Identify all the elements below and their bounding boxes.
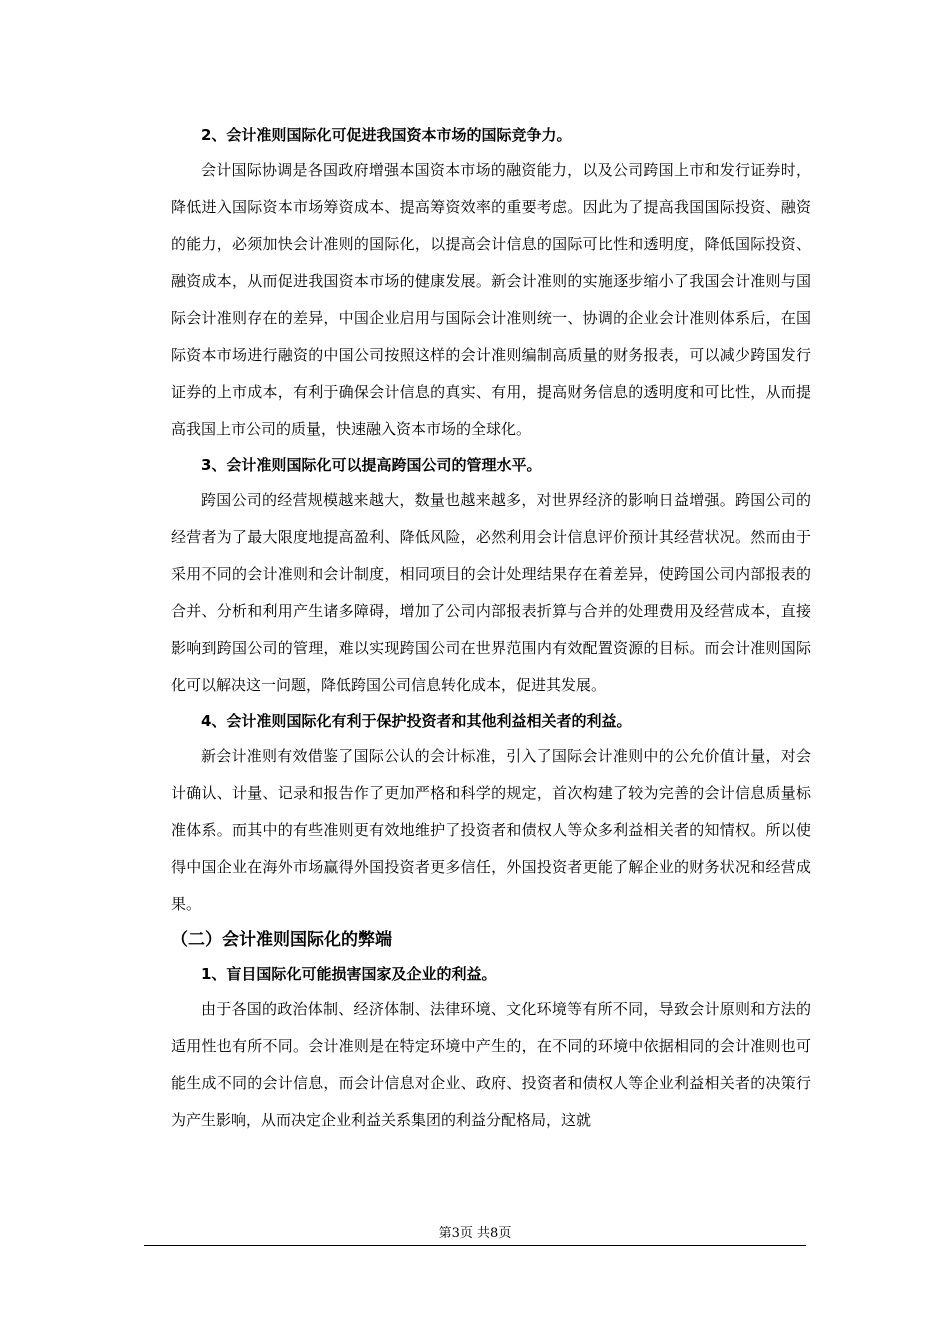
document-body: [171, 118, 811, 1139]
subheading-capital-market: 2、会计准则国际化可促进我国资本市场的国际竞争力。: [201, 126, 572, 144]
subheading-investor-protection: 4、会计准则国际化有利于保护投资者和其他利益相关者的利益。: [201, 712, 632, 730]
page-number: 第3页 共8页: [438, 1226, 512, 1241]
section-heading-disadvantages: （二）会计准则国际化的弊端: [171, 930, 392, 950]
paragraph-investor-protection: 新会计准则有效借鉴了国际公认的会计标准，引入了国际会计准则中的公允价值计量，对会计确认、计量、记录和报告作了更加严格和科学的规定，首次构建了较为完善的会计信息质量标准体系。而其中的有些准则更有效地维护了投资者和债权人等众多利益相关者的知情权。所以使得中国企业在海外市场赢得外国投资者更多信任，外国投资者更能了解企业的财务状况和经营成果。: [171, 747, 811, 913]
paragraph-multinational-management: 跨国公司的经营规模越来越大，数量也越来越多，对世界经济的影响日益增强。跨国公司的经营者为了最大限度地提高盈利、降低风险，必然利用会计信息评价预计其经营状况。然而由于采用不同的会计准则和会计制度，相同项目的会计处理结果存在着差异，使跨国公司内部报表的合并、分析和利用产生诸多障碍，增加了公司内部报表折算与合并的处理费用及经营成本，直接影响到跨国公司的管理，难以实现跨国公司在世界范围内有效配置资源的目标。而会计准则国际化可以解决这一问题，降低跨国公司信息转化成本，促进其发展。: [171, 491, 811, 694]
subheading-blind-internationalization: 1、盲目国际化可能损害国家及企业的利益。: [201, 965, 497, 983]
paragraph-blind-internationalization: 由于各国的政治体制、经济体制、法律环境、文化环境等有所不同，导致会计原则和方法的适用性也有所不同。会计准则是在特定环境中产生的，在不同的环境中依据相同的会计准则也可能生成不同的会计信息，而会计信息对企业、政府、投资者和债权人等企业利益相关者的决策行为产生影响，从而决定企业利益关系集团的利益分配格局，这就: [171, 1000, 811, 1129]
subheading-multinational-management: 3、会计准则国际化可以提高跨国公司的管理水平。: [201, 456, 542, 474]
paragraph-capital-market: 会计国际协调是各国政府增强本国资本市场的融资能力，以及公司跨国上市和发行证券时，降低进入国际资本市场筹资成本、提高筹资效率的重要考虑。因此为了提高我国国际投资、融资的能力，必须加快会计准则的国际化，以提高会计信息的国际可比性和透明度，降低国际投资、融资成本，从而促进我国资本市场的健康发展。新会计准则的实施逐步缩小了我国会计准则与国际会计准则存在的差异，中国企业启用与国际会计准则统一、协调的企业会计准则体系后，在国际资本市场进行融资的中国公司按照这样的会计准则编制高质量的财务报表，可以减少跨国发行证券的上市成本，有利于确保会计信息的真实、有用，提高财务信息的透明度和可比性，从而提高我国上市公司的质量，快速融入资本市场的全球化。: [171, 161, 811, 438]
page-footer: [144, 1225, 806, 1246]
footer-rule: [144, 1245, 806, 1246]
